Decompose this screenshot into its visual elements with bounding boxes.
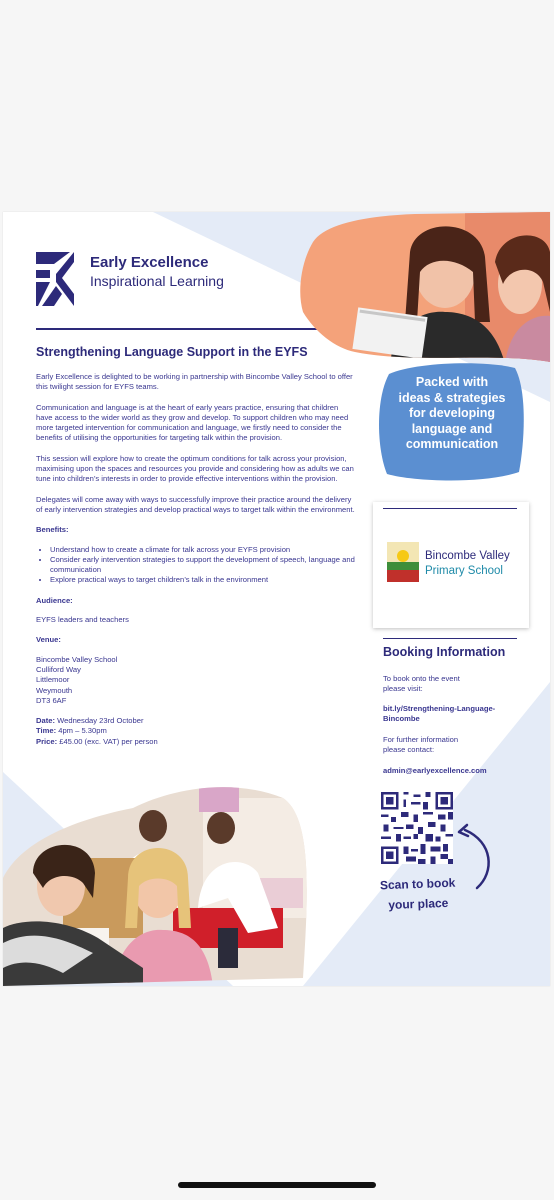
card-divider — [383, 508, 517, 509]
benefit-item: • Understand how to create a climate for talk across your EYFS provision — [50, 545, 356, 555]
flyer-title: Strengthening Language Support in the EYFS — [36, 345, 308, 359]
benefit-item: • Explore practical ways to target children’s talk in the environment — [50, 575, 356, 585]
paragraph-delegates: Delegates will come away with ways to successfully improve their practice around the delivery of early intervention strategies and develop practical ways to target talk within the environment. — [36, 494, 355, 514]
time-row — [36, 726, 356, 736]
paragraph-session: This session will explore how to create the optimum conditions for talk across your provision, maximising upon the spaces and resources you provide and considering how as adults we can tune into children’s interests in order to provide effective interventions within the provision. — [36, 453, 354, 484]
brand-tagline: Inspirational Learning — [90, 273, 224, 289]
school-name-line1: Bincombe Valley — [425, 550, 510, 562]
booking-text-line: To book onto the event — [383, 674, 460, 683]
venue-line: Bincombe Valley School — [36, 654, 118, 664]
date-row — [36, 716, 356, 726]
callout-text — [383, 375, 521, 453]
venue-line: Weymouth — [36, 685, 73, 695]
contact-email-link[interactable]: admin@earlyexcellence.com — [383, 766, 487, 775]
price-value: £45.00 (exc. VAT) per person — [57, 736, 158, 746]
venue-address — [36, 655, 356, 706]
audience-heading: Audience: — [36, 595, 73, 605]
date-label: Date: — [36, 716, 55, 726]
flyer-body — [36, 372, 356, 747]
info-text-line: For further information — [383, 735, 459, 744]
school-logo-icon — [387, 542, 419, 582]
early-excellence-logo-icon — [36, 252, 74, 306]
price-row — [36, 737, 356, 747]
audience-text: EYFS leaders and teachers — [36, 615, 129, 625]
time-label: Time: — [36, 726, 57, 736]
info-text-line: please contact: — [383, 745, 435, 754]
venue-line: Culliford Way — [36, 664, 81, 674]
venue-line: Littlemoor — [36, 675, 70, 685]
home-indicator[interactable] — [178, 1182, 376, 1188]
time-value: 4pm – 5.30pm — [56, 726, 107, 736]
intro-paragraph: Early Excellence is delighted to be working in partnership with Bincombe Valley School to offer this twilight session for EYFS teams. — [36, 372, 353, 392]
venue-heading: Venue: — [36, 635, 61, 645]
paragraph-communication: Communication and language is at the heart of early years practice, ensuring that children have access to the wider world as they grow and develop. To support children who may need more targeted intervention for communication and language, we firstly need to consider the benefits of utilising the opportunities for targeting talk within the provision. — [36, 402, 349, 443]
partner-school-card — [373, 502, 529, 628]
callout-line: language and — [411, 421, 493, 436]
booking-text-line: please visit: — [383, 684, 423, 693]
scan-line: Scan to book — [379, 875, 456, 893]
scan-line: your place — [388, 895, 449, 913]
callout-line: for developing — [408, 406, 496, 420]
booking-link[interactable]: bit.ly/Strengthening-Language- — [383, 704, 496, 713]
teachers-photo — [295, 212, 550, 364]
callout-line: Packed with — [415, 375, 489, 389]
brand-name: Early Excellence — [90, 254, 209, 271]
booking-heading: Booking Information — [383, 645, 506, 659]
booking-link-cont[interactable]: Bincombe — [383, 714, 420, 723]
classroom-photo — [3, 778, 313, 986]
callout-line: ideas & strategies — [398, 390, 506, 405]
venue-line: DT3 6AF — [36, 695, 67, 705]
benefits-heading: Benefits: — [36, 525, 69, 535]
price-label: Price: — [36, 736, 58, 746]
benefit-item: • Consider early intervention strategies to support the development of speech, language and communication — [50, 555, 356, 576]
benefits-list — [36, 545, 356, 586]
flyer — [3, 212, 550, 986]
date-value: Wednesday 23rd October — [55, 716, 144, 726]
booking-divider — [383, 638, 517, 639]
callout-line: communication — [405, 437, 499, 451]
scan-caption — [372, 872, 463, 915]
school-name-line2: Primary School — [425, 565, 503, 577]
qr-code[interactable] — [381, 792, 453, 864]
